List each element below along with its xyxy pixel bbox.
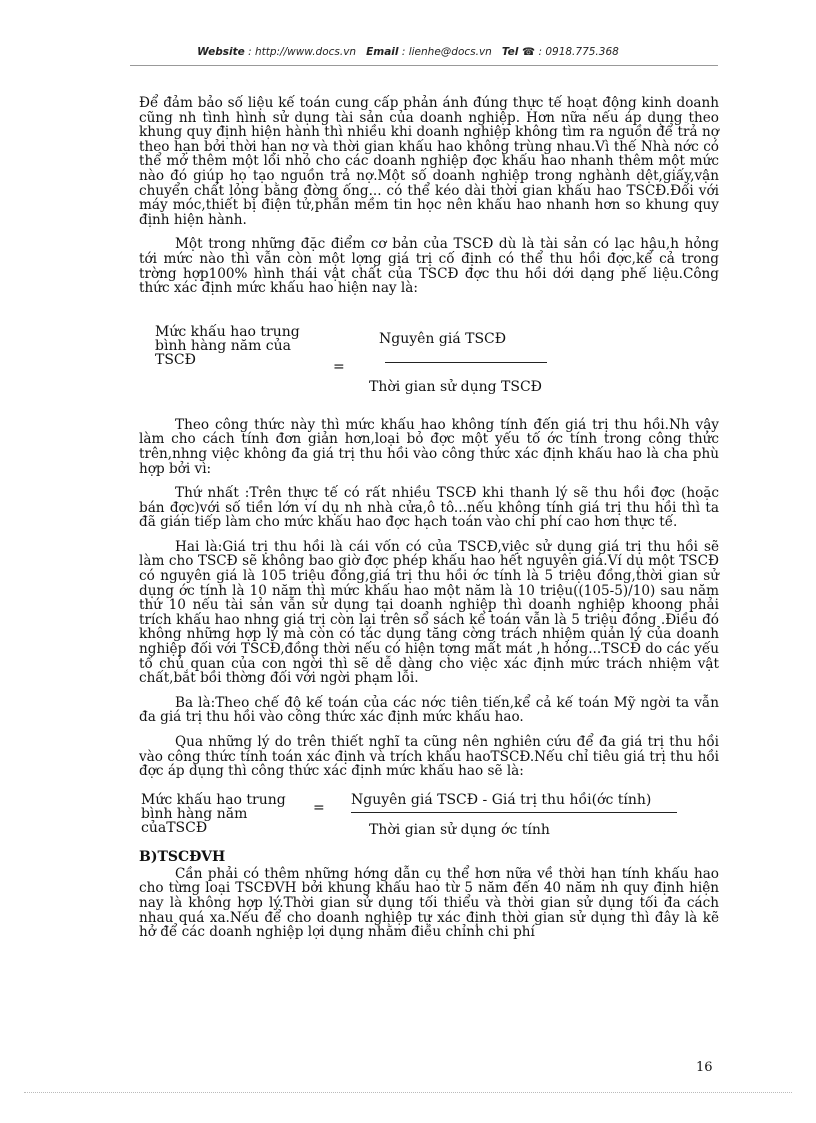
tel-value: : 0918.775.368 — [538, 46, 619, 58]
section-heading: B)TSCĐVH — [139, 848, 226, 865]
email-value: : lienhe@docs.vn — [401, 46, 492, 58]
tel-label: Tel ☎ — [501, 46, 536, 58]
formula-depreciation — [139, 322, 719, 406]
formula-1-numerator: Nguyên giá TSCĐ — [379, 330, 507, 347]
website-value: : http://www.docs.vn — [248, 46, 357, 58]
paragraph-8: Cần phải có thêm những hớng dẫn cụ thể hơn nữa về thời hạn tính khấu hao cho từng loại TSCĐVH bởi khung khấu hao từ 5 năm đến 40 năm nh quy định hiện nay là không hợp lý.Thời gian sử dụng tối thiểu và thời gian sử dụng tối đa cách nhau quá xa.Nếu để cho doanh nghiệp tự xác định thời gian sử dụng thì đây là kẽ hở để các doanh nghiệp lợi dụng nhằm điều chỉnh chi phí — [139, 865, 719, 941]
paragraph-6: Ba là:Theo chế độ kế toán của các nớc tiên tiến,kể cả kế toán Mỹ ngời ta vẫn đa giá trị thu hồi vào công thức xác định mức khấu hao. — [139, 694, 719, 726]
formula-2-equals: = — [313, 799, 325, 816]
page-header — [0, 46, 816, 58]
paragraph-3: Theo công thức này thì mức khấu hao không tính đến giá trị thu hồi.Nh vậy làm cho cách tính đơn giản hơn,loại bỏ đợc một yếu tố ớc tính trong công thức trên,nhng việc không đa giá trị thu hồi vào công thức xác định khấu hao là cha phù hợp bởi vì: — [139, 416, 719, 477]
formula-1-left: Mức khấu hao trung bình hàng năm của TSCĐ — [155, 323, 300, 368]
paragraph-4: Thứ nhất :Trên thực tế có rất nhiều TSCĐ khi thanh lý sẽ thu hồi đợc (hoặc bán đợc)với số tiền lớn ví dụ nh nhà cửa,ô tô...nếu không tính giá trị thu hồi thì ta đã gián tiếp làm cho mức khấu hao đợc hạch toán vào chi phí cao hơn thực tế. — [139, 485, 719, 531]
paragraph-2: Một trong những đặc điểm cơ bản của TSCĐ dù là tài sản có lạc hậu,h hỏng tới mức nào thì vẫn còn một lợng giá trị cố định có thể thu hồi đợc,kể cả trong trờng hợp100% hình thái vật chất của TSCĐ đợc thu hồi dới dạng phế liệu.Công thức xác định mức khấu hao hiện nay là: — [139, 236, 719, 297]
footer-divider — [24, 1092, 792, 1093]
formula-1-fraction-bar — [385, 362, 547, 363]
paragraph-7: Qua những lý do trên thiết nghĩ ta cũng nên nghiên cứu để đa giá trị thu hồi vào công thức tính toán xác định và trích khấu haoTSCĐ.Nếu chỉ tiêu giá trị thu hồi đợc áp dụng thì công thức xác định mức khấu hao sẽ là: — [139, 734, 719, 780]
header-divider — [130, 65, 718, 66]
document-body — [139, 96, 719, 940]
formula-2-numerator: Nguyên giá TSCĐ - Giá trị thu hồi(ớc tính) — [351, 791, 652, 808]
email-label: Email — [366, 46, 399, 58]
formula-1-equals: = — [333, 358, 345, 375]
formula-2-denominator: Thời gian sử dụng ớc tính — [369, 821, 550, 838]
formula-2-left: Mức khấu hao trung bình hàng năm củaTSCĐ — [141, 791, 286, 836]
paragraph-1: Để đảm bảo số liệu kế toán cung cấp phản ánh đúng thực tế hoạt động kinh doanh cũng nh tình hình sử dụng tài sản của doanh nghiệp. Hơn nữa nếu áp dụng theo khung quy định hiện hành thì nhiều khi doanh nghiệp không tìm ra nguồn để trả nợ theo hạn bởi thời hạn nợ và thời gian khấu hao không trùng nhau.Vì thế Nhà nớc có thể mở thêm một lối nhỏ cho các doanh nghiệp đợc khấu hao nhanh thêm một mức nào đó giúp họ tạo nguồn trả nợ.Một số doanh nghiệp trong nghành dệt,giấy,vận chuyển chất lỏng bằng đờng ống... có thể kéo dài thời gian khấu hao TSCĐ.Đối với máy móc,thiết bị điện tử,phần mềm tin học nên khấu hao nhanh hơn so khung quy định hiện hành. — [139, 95, 719, 228]
formula-1-denominator: Thời gian sử dụng TSCĐ — [369, 378, 542, 395]
formula-2-fraction-bar — [351, 812, 677, 813]
website-label: Website — [197, 46, 245, 58]
formula-depreciation-salvage — [139, 789, 719, 847]
page-number: 16 — [696, 1060, 713, 1075]
paragraph-5: Hai là:Giá trị thu hồi là cái vốn có của TSCĐ,việc sử dụng giá trị thu hồi sẽ làm cho TSCĐ sẽ không bao giờ đợc phép khấu hao hết nguyên giá.Ví dụ một TSCĐ có nguyên giá là 105 triệu đồng,giá trị thu hồi ớc tính là 5 triệu đồng,thời gian sử dụng ớc tính là 10 năm thì mức khấu hao một năm là 10 triệu((105-5)/10) sau năm thứ 10 nếu tài sản vẫn sử dụng tại doanh nghiệp thì doanh nghiệp khoong phải trích khấu hao nhng giá trị còn lại trên sổ sách kế toán vẫn là 5 triệu đồng .Điều đó không những hợp lý mà còn có tác dụng tăng cờng trách nhiệm quản lý của doanh nghiệp đối với TSCĐ,đồng thời nếu có hiện tợng mất mát ,h hỏng...TSCĐ do các yếu tố chủ quan của con ngời thì sẽ dễ dàng cho việc xác định mức trách nhiệm vật chất,bắt bồi thờng đối với ngời phạm lỗi. — [139, 538, 719, 687]
